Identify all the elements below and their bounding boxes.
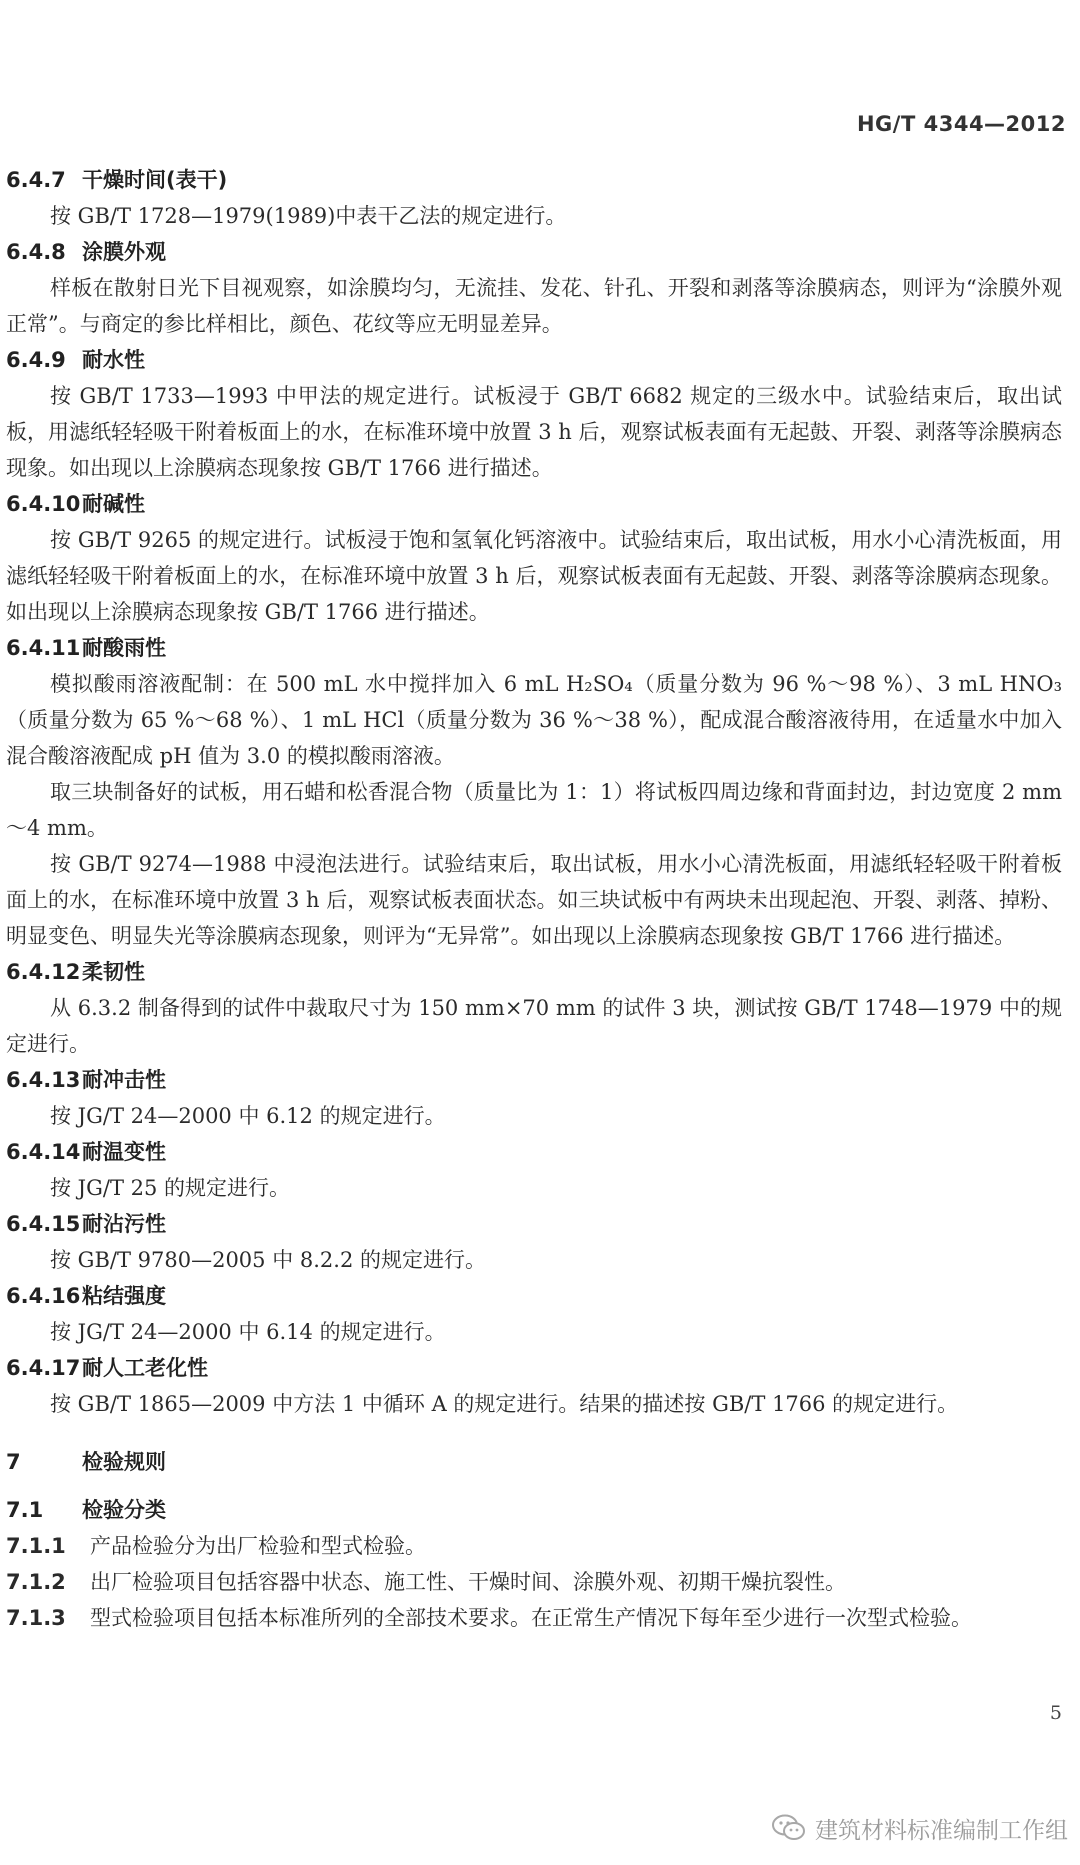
section-heading: [6, 954, 1062, 990]
document-body: [0, 162, 1062, 1636]
numbered-clause: [6, 1528, 1062, 1564]
section-title: 耐冲击性: [82, 1068, 166, 1092]
paragraph: 模拟酸雨溶液配制：在 500 mL 水中搅拌加入 6 mL H₂SO₄（质量分数为 96 %～98 %）、3 mL HNO₃（质量分数为 65 %～68 %）、1 mL HCl（质量分数为 36 %～38 %），配成混合酸溶液待用，在适量水中加入混合酸溶液配成 pH 值为 3.0 的模拟酸雨溶液。: [6, 672, 1062, 768]
numbered-clause: [6, 1564, 1062, 1600]
section-heading: [6, 1134, 1062, 1170]
paragraph: 按 GB/T 1865—2009 中方法 1 中循环 A 的规定进行。结果的描述按 GB/T 1766 的规定进行。: [50, 1392, 959, 1416]
section-heading: [6, 1350, 1062, 1386]
paragraph: 样板在散射日光下目视观察，如涂膜均匀，无流挂、发花、针孔、开裂和剥落等涂膜病态，则评为“涂膜外观正常”。与商定的参比样相比，颜色、花纹等应无明显差异。: [6, 276, 1062, 336]
section-number: 6.4.14: [6, 1140, 81, 1164]
section-number: 6.4.10: [6, 492, 81, 516]
section-number: 6.4.17: [6, 1356, 81, 1380]
paragraph: 按 GB/T 9265 的规定进行。试板浸于饱和氢氧化钙溶液中。试验结束后，取出试板，用水小心清洗板面，用滤纸轻轻吸干附着板面上的水，在标准环境中放置 3 h 后，观察试板表面有无起鼓、开裂、剥落等涂膜病态现象。如出现以上涂膜病态现象按 GB/T 1766 进行描述。: [6, 528, 1062, 624]
section-heading: [6, 1062, 1062, 1098]
section-title: 耐酸雨性: [82, 636, 166, 660]
paragraph: 按 GB/T 9780—2005 中 8.2.2 的规定进行。: [50, 1248, 486, 1272]
section-heading: [6, 1492, 1062, 1528]
section-heading: [6, 486, 1062, 522]
section-title: 柔韧性: [82, 960, 145, 984]
standard-code: HG/T 4344—2012: [856, 112, 1066, 136]
section-heading: [6, 342, 1062, 378]
paragraph: 取三块制备好的试板，用石蜡和松香混合物（质量比为 1：1）将试板四周边缘和背面封边，封边宽度 2 mm～4 mm。: [6, 780, 1062, 840]
section-title: 粘结强度: [82, 1284, 166, 1308]
paragraph: 按 JG/T 25 的规定进行。: [50, 1176, 291, 1200]
section-number: 6.4.12: [6, 960, 81, 984]
section-title: 耐碱性: [82, 492, 145, 516]
paragraph: 按 GB/T 9274—1988 中浸泡法进行。试验结束后，取出试板，用水小心清洗板面，用滤纸轻轻吸干附着板面上的水，在标准环境中放置 3 h 后，观察试板表面状态。如三块试板中有两块未出现起泡、开裂、剥落、掉粉、明显变色、明显失光等涂膜病态现象，则评为“无异常”。如出现以上涂膜病态现象按 GB/T 1766 进行描述。: [6, 852, 1062, 948]
clause-text: 出厂检验项目包括容器中状态、施工性、干燥时间、涂膜外观、初期干燥抗裂性。: [90, 1570, 846, 1594]
section-title: 耐水性: [82, 348, 145, 372]
section-heading: [6, 1206, 1062, 1242]
clause-number: 7.1.3: [6, 1606, 66, 1630]
section-number: 6.4.13: [6, 1068, 81, 1092]
section-number: 6.4.9: [6, 348, 66, 372]
paragraph: 从 6.3.2 制备得到的试件中裁取尺寸为 150 mm×70 mm 的试件 3 块，测试按 GB/T 1748—1979 中的规定进行。: [6, 996, 1062, 1056]
section-title: 耐沾污性: [82, 1212, 166, 1236]
section-title: 检验规则: [82, 1450, 166, 1474]
section-heading: [6, 630, 1062, 666]
section-number: 6.4.11: [6, 636, 81, 660]
numbered-clause: [6, 1600, 1062, 1636]
paragraph: 按 GB/T 1733—1993 中甲法的规定进行。试板浸于 GB/T 6682 规定的三级水中。试验结束后，取出试板，用滤纸轻轻吸干附着板面上的水，在标准环境中放置 3 h 后，观察试板表面有无起鼓、开裂、剥落等涂膜病态现象。如出现以上涂膜病态现象按 GB/T 1766 进行描述。: [6, 384, 1062, 480]
watermark: [771, 1808, 1068, 1848]
section-number: 7.1: [6, 1498, 44, 1522]
section-title: 耐人工老化性: [82, 1356, 208, 1380]
clause-number: 7.1.1: [6, 1534, 66, 1558]
paragraph: 按 GB/T 1728—1979(1989)中表干乙法的规定进行。: [50, 204, 567, 228]
paragraph: 按 JG/T 24—2000 中 6.12 的规定进行。: [50, 1104, 446, 1128]
wechat-icon: [771, 1813, 807, 1843]
section-number: 6.4.7: [6, 168, 66, 192]
clause-text: 型式检验项目包括本标准所列的全部技术要求。在正常生产情况下每年至少进行一次型式检验。: [90, 1606, 972, 1630]
section-heading: [6, 1278, 1062, 1314]
page-number: 5: [1049, 1702, 1062, 1724]
section-number: 6.4.16: [6, 1284, 81, 1308]
section-title: 干燥时间(表干): [82, 168, 228, 192]
section-heading: [6, 234, 1062, 270]
section-number: 6.4.15: [6, 1212, 81, 1236]
watermark-text: 建筑材料标准编制工作组: [815, 1817, 1068, 1844]
section-title: 耐温变性: [82, 1140, 166, 1164]
clause-number: 7.1.2: [6, 1570, 66, 1594]
section-number: 6.4.8: [6, 240, 66, 264]
section-title: 检验分类: [82, 1498, 166, 1522]
clause-text: 产品检验分为出厂检验和型式检验。: [90, 1534, 426, 1558]
section-heading: [6, 1444, 1062, 1480]
paragraph: 按 JG/T 24—2000 中 6.14 的规定进行。: [50, 1320, 446, 1344]
section-title: 涂膜外观: [82, 240, 166, 264]
section-number: 7: [6, 1450, 21, 1474]
section-heading: [6, 162, 1062, 198]
